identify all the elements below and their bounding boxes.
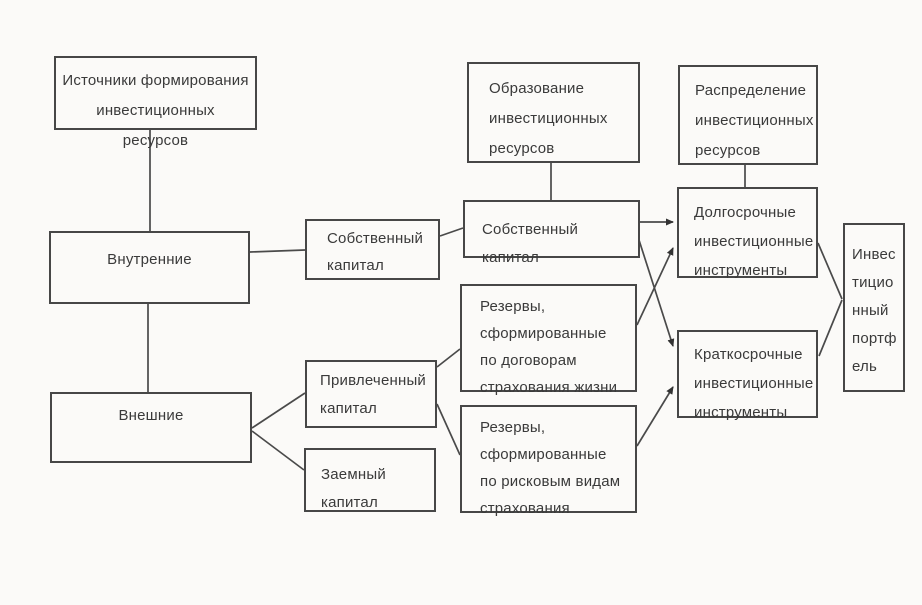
node-external: Внешние — [50, 392, 252, 463]
node-formation: Образование инвестиционных ресурсов — [467, 62, 640, 163]
edge-reserves-risk-short-term — [637, 387, 673, 446]
edge-own-capital-left-own-capital-mid — [440, 228, 463, 236]
node-long-term: Долгосрочные инвестиционные инструменты — [677, 187, 818, 278]
edge-internal-own-capital-left — [250, 250, 305, 252]
edge-attracted-reserves-risk — [437, 404, 460, 455]
edge-external-borrowed — [252, 431, 304, 470]
node-internal: Внутренние — [49, 231, 250, 304]
node-reserves-risk: Резервы, сформированные по рисковым видам страхования — [460, 405, 637, 513]
node-borrowed-capital: Заемный капитал — [304, 448, 436, 512]
node-attracted-capital: Привлеченный капитал — [305, 360, 437, 428]
edge-external-attracted — [252, 393, 305, 428]
edge-reserves-life-long-term — [637, 248, 673, 325]
node-distribution: Распределение инвестиционных ресурсов — [678, 65, 818, 165]
node-portfolio: Инвестиционный портфель — [843, 223, 905, 392]
edge-own-capital-mid-short-term — [639, 240, 673, 346]
node-sources: Источники формирования инвестиционных ресурсов — [54, 56, 257, 130]
node-reserves-life: Резервы, сформированные по договорам страхования жизни — [460, 284, 637, 392]
node-own-capital-left: Собственный капитал — [305, 219, 440, 280]
node-short-term: Краткосрочные инвестиционные инструменты — [677, 330, 818, 418]
edge-short-term-portfolio — [819, 300, 842, 356]
edge-long-term-portfolio — [818, 243, 842, 299]
edge-attracted-reserves-life — [437, 349, 460, 367]
node-own-capital-mid: Собственный капитал — [463, 200, 640, 258]
